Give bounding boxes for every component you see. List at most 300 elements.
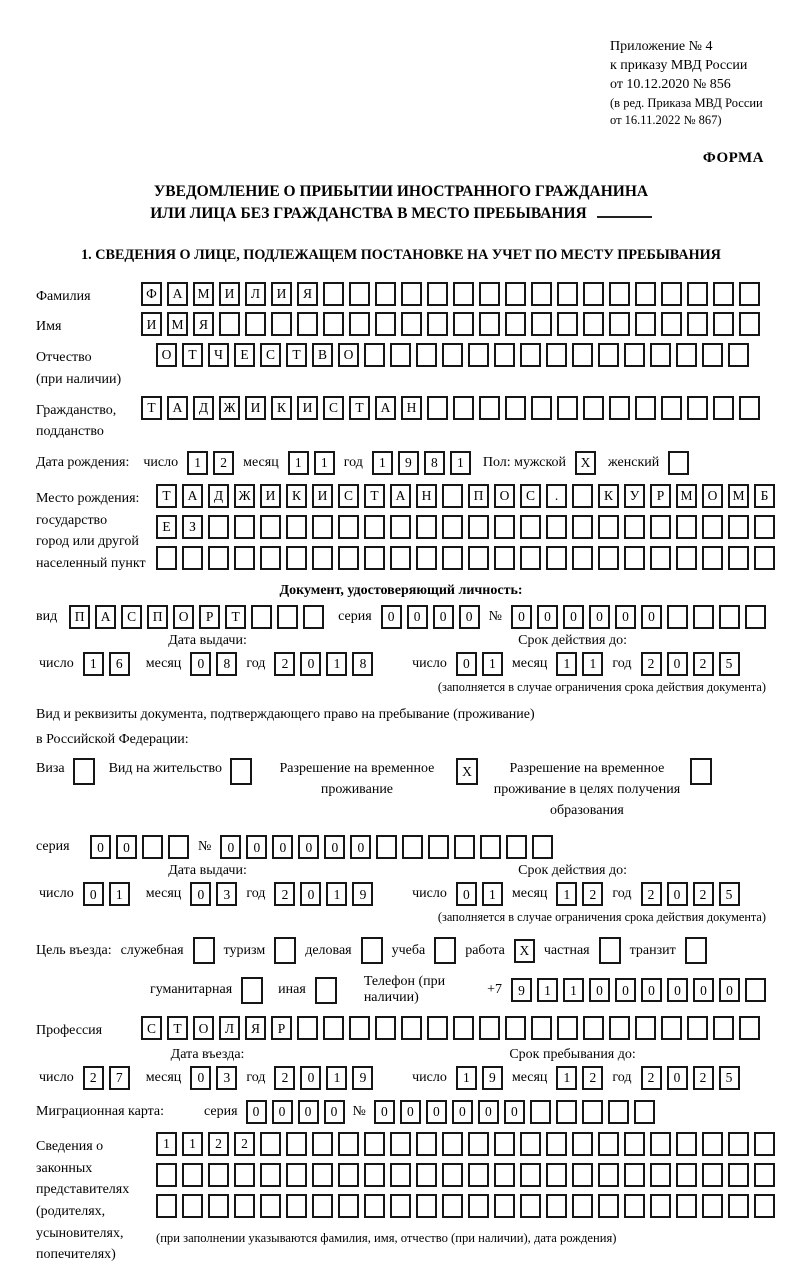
char-cell: 0 xyxy=(589,978,610,1002)
migration-card-label: Миграционная карта: xyxy=(36,1103,165,1119)
char-cell xyxy=(754,1163,775,1187)
option-temporary-residence-education: Разрешение на временное проживание в целях получения образования xyxy=(492,758,712,821)
char-cell xyxy=(219,312,240,336)
char-cell: З xyxy=(182,515,203,539)
char-cell xyxy=(442,484,463,508)
purpose-work-checkbox xyxy=(514,939,535,963)
char-cell xyxy=(390,1194,411,1218)
char-cell xyxy=(260,515,281,539)
migration-number-label: № xyxy=(352,1103,366,1119)
char-cell xyxy=(468,1132,489,1156)
char-cell: Ф xyxy=(141,282,162,306)
char-cell xyxy=(349,282,370,306)
char-cell: Я xyxy=(193,312,214,336)
birth-year-label: год xyxy=(343,454,363,470)
char-cell xyxy=(702,1132,723,1156)
char-cell: 0 xyxy=(324,1100,345,1124)
visit-purpose-label: Цель въезда: xyxy=(36,942,112,958)
char-cell xyxy=(156,1163,177,1187)
char-cell xyxy=(427,312,448,336)
char-cell xyxy=(454,835,475,859)
purpose-transit-checkbox xyxy=(685,937,707,964)
char-cell: А xyxy=(95,605,116,629)
char-cell xyxy=(271,312,292,336)
residence-doc-dates: Дата выдачи: число 0 1 месяц 0 3 год 2 0 1 9 Срок действия до: число 0 1 месяц 1 2 год 2 0 2 5 (заполняется в случае ограничения срока действия документа) xyxy=(36,863,766,925)
char-cell xyxy=(531,1016,552,1040)
char-cell: 0 xyxy=(693,978,714,1002)
birth-place-row xyxy=(36,484,769,575)
char-cell xyxy=(609,396,630,420)
char-cell xyxy=(713,312,734,336)
char-cell xyxy=(583,282,604,306)
char-cell xyxy=(676,343,697,367)
char-cell: 0 xyxy=(667,1066,688,1090)
char-cell: 8 xyxy=(216,652,237,676)
char-cell xyxy=(754,546,775,570)
char-cell: 0 xyxy=(511,605,532,629)
char-cell xyxy=(583,312,604,336)
char-cell xyxy=(557,282,578,306)
visit-purpose-row1: Цель въезда: служебная туризм деловая учеба работа X частная транзит xyxy=(36,937,766,964)
char-cell xyxy=(338,1194,359,1218)
char-cell: . xyxy=(546,484,567,508)
char-cell: А xyxy=(375,396,396,420)
char-cell: 0 xyxy=(90,835,111,859)
char-cell: 1 xyxy=(563,978,584,1002)
char-cell xyxy=(494,546,515,570)
char-cell xyxy=(479,312,500,336)
entry-date-heading: Дата въезда: xyxy=(170,1046,245,1062)
char-cell: 0 xyxy=(300,1066,321,1090)
identity-doc-series-label: серия xyxy=(338,608,372,624)
char-cell xyxy=(687,396,708,420)
char-cell xyxy=(572,1194,593,1218)
char-cell: П xyxy=(69,605,90,629)
char-cell: 1 xyxy=(456,1066,477,1090)
char-cell: Ж xyxy=(234,484,255,508)
char-cell xyxy=(531,396,552,420)
char-cell xyxy=(650,343,671,367)
char-cell xyxy=(599,937,621,964)
legal-reps-label: Сведения о законных представителях (родителях, усыновителях, попечителях) xyxy=(36,1138,130,1263)
entry-stay-dates: Дата въезда: число 2 7 месяц 0 3 год 2 0 1 9 Срок пребывания до: число 1 9 месяц 1 2 год 2 0 2 5 xyxy=(36,1047,766,1090)
form-title xyxy=(36,181,766,224)
char-cell: 0 xyxy=(220,835,241,859)
char-cell xyxy=(624,1163,645,1187)
char-cell: О xyxy=(338,343,359,367)
residence-doc-intro1: Вид и реквизиты документа, подтверждающего право на пребывание (проживание) xyxy=(36,706,535,722)
char-cell xyxy=(745,605,766,629)
identity-doc-heading: Документ, удостоверяющий личность: xyxy=(279,582,523,598)
char-cell: Т xyxy=(141,396,162,420)
char-cell xyxy=(303,605,324,629)
identity-valid-year-cells xyxy=(641,652,740,676)
temporary-residence-education-checkbox xyxy=(690,758,712,785)
char-cell: М xyxy=(193,282,214,306)
identity-doc-type-cells xyxy=(69,605,324,629)
identity-doc-number-cells xyxy=(511,605,766,629)
char-cell: И xyxy=(312,484,333,508)
char-cell: С xyxy=(141,1016,162,1040)
char-cell xyxy=(702,515,723,539)
char-cell xyxy=(583,1016,604,1040)
residence-valid-year-cells xyxy=(641,882,740,906)
char-cell xyxy=(453,396,474,420)
char-cell: 1 xyxy=(156,1132,177,1156)
identity-doc-number-label: № xyxy=(488,608,502,624)
char-cell: С xyxy=(260,343,281,367)
char-cell xyxy=(286,546,307,570)
char-cell xyxy=(361,937,383,964)
char-cell xyxy=(349,1016,370,1040)
char-cell xyxy=(728,343,749,367)
char-cell: 0 xyxy=(667,882,688,906)
name-cells xyxy=(141,312,760,336)
char-cell: Б xyxy=(754,484,775,508)
char-cell: Н xyxy=(416,484,437,508)
char-cell: М xyxy=(676,484,697,508)
legal-reps-cells-row2 xyxy=(156,1163,775,1187)
char-cell xyxy=(531,282,552,306)
profession-cells xyxy=(141,1016,760,1040)
char-cell: 0 xyxy=(324,835,345,859)
char-cell xyxy=(73,758,95,785)
char-cell xyxy=(442,1132,463,1156)
char-cell xyxy=(530,1100,551,1124)
char-cell xyxy=(142,835,163,859)
char-cell: Т xyxy=(349,396,370,420)
char-cell: Е xyxy=(156,515,177,539)
char-cell: 2 xyxy=(641,1066,662,1090)
char-cell xyxy=(401,282,422,306)
char-cell xyxy=(390,546,411,570)
char-cell xyxy=(468,515,489,539)
residence-permit-checkbox xyxy=(230,758,252,785)
stay-month-cells xyxy=(556,1066,603,1090)
char-cell: Р xyxy=(199,605,220,629)
surname-cells xyxy=(141,282,760,306)
visit-purpose-row2: гуманитарная иная Телефон (при наличии) +7 9 1 1 0 0 0 0 0 0 xyxy=(150,974,766,1006)
migration-series-label: серия xyxy=(204,1103,238,1119)
char-cell xyxy=(416,1132,437,1156)
char-cell xyxy=(693,605,714,629)
char-cell xyxy=(182,1194,203,1218)
citizenship-label: Гражданство, подданство xyxy=(36,402,117,440)
char-cell: Я xyxy=(297,282,318,306)
title-blank-underline xyxy=(597,216,652,218)
char-cell xyxy=(401,312,422,336)
char-cell: 1 xyxy=(372,451,393,475)
char-cell xyxy=(323,312,344,336)
char-cell xyxy=(338,546,359,570)
char-cell: 0 xyxy=(272,835,293,859)
purpose-private-checkbox xyxy=(599,937,621,964)
char-cell: О xyxy=(173,605,194,629)
phone-cells xyxy=(511,978,766,1002)
char-cell xyxy=(702,343,723,367)
char-cell: 1 xyxy=(182,1132,203,1156)
char-cell xyxy=(676,1194,697,1218)
char-cell xyxy=(402,835,423,859)
form-title-line1: УВЕДОМЛЕНИЕ О ПРИБЫТИИ ИНОСТРАННОГО ГРАЖДАНИНА xyxy=(153,183,649,201)
char-cell xyxy=(315,977,337,1004)
char-cell: Т xyxy=(225,605,246,629)
char-cell xyxy=(687,1016,708,1040)
char-cell xyxy=(676,515,697,539)
migration-series-cells xyxy=(246,1100,345,1124)
char-cell xyxy=(719,605,740,629)
char-cell: 1 xyxy=(288,451,309,475)
char-cell xyxy=(390,1132,411,1156)
char-cell: 3 xyxy=(216,1066,237,1090)
char-cell: 1 xyxy=(109,882,130,906)
char-cell: 0 xyxy=(300,652,321,676)
char-cell xyxy=(598,1194,619,1218)
char-cell xyxy=(468,1163,489,1187)
char-cell xyxy=(479,282,500,306)
residence-issue-month-cells xyxy=(190,882,237,906)
char-cell xyxy=(453,282,474,306)
char-cell xyxy=(572,515,593,539)
char-cell xyxy=(635,396,656,420)
char-cell: Д xyxy=(208,484,229,508)
sex-male-checkbox xyxy=(575,451,596,475)
header-edition-date-line: от 16.11.2022 № 867) xyxy=(610,112,722,127)
char-cell: 0 xyxy=(615,978,636,1002)
stay-day-cells xyxy=(456,1066,503,1090)
char-cell: И xyxy=(297,396,318,420)
char-cell: 9 xyxy=(511,978,532,1002)
char-cell: 1 xyxy=(326,652,347,676)
birth-month-cells xyxy=(288,451,335,475)
char-cell: 1 xyxy=(314,451,335,475)
birth-month-label: месяц xyxy=(243,454,279,470)
char-cell xyxy=(401,1016,422,1040)
char-cell xyxy=(193,937,215,964)
char-cell: Л xyxy=(245,282,266,306)
option-temporary-residence: Разрешение на временное проживание X xyxy=(266,758,478,800)
char-cell xyxy=(532,835,553,859)
char-cell: 0 xyxy=(456,652,477,676)
char-cell: 0 xyxy=(272,1100,293,1124)
char-cell xyxy=(520,1132,541,1156)
char-cell: С xyxy=(520,484,541,508)
char-cell: 0 xyxy=(300,882,321,906)
char-cell: 2 xyxy=(274,882,295,906)
entry-month-cells xyxy=(190,1066,237,1090)
char-cell: 1 xyxy=(556,652,577,676)
char-cell xyxy=(598,1163,619,1187)
char-cell: Т xyxy=(364,484,385,508)
legal-reps-row xyxy=(36,1132,766,1266)
char-cell xyxy=(208,546,229,570)
form-title-line2: ИЛИ ЛИЦА БЕЗ ГРАЖДАНСТВА В МЕСТО ПРЕБЫВАНИЯ xyxy=(150,205,587,223)
char-cell xyxy=(323,1016,344,1040)
purpose-study-checkbox xyxy=(434,937,456,964)
char-cell: Т xyxy=(182,343,203,367)
visa-checkbox xyxy=(73,758,95,785)
char-cell xyxy=(427,282,448,306)
char-cell xyxy=(312,1132,333,1156)
char-cell xyxy=(739,1016,760,1040)
char-cell: 5 xyxy=(719,882,740,906)
char-cell xyxy=(505,282,526,306)
char-cell: 2 xyxy=(693,1066,714,1090)
char-cell: А xyxy=(167,396,188,420)
char-cell xyxy=(427,396,448,420)
char-cell xyxy=(702,1163,723,1187)
char-cell: О xyxy=(702,484,723,508)
char-cell xyxy=(739,312,760,336)
char-cell: Д xyxy=(193,396,214,420)
patronymic-row xyxy=(36,343,766,390)
identity-issue-day-cells xyxy=(83,652,130,676)
char-cell xyxy=(635,1016,656,1040)
char-cell: 2 xyxy=(582,1066,603,1090)
char-cell xyxy=(728,1194,749,1218)
identity-valid-heading: Срок действия до: xyxy=(518,632,627,648)
char-cell: 0 xyxy=(459,605,480,629)
legal-reps-cells-row1 xyxy=(156,1132,775,1156)
char-cell: 2 xyxy=(693,652,714,676)
char-cell xyxy=(245,312,266,336)
char-cell xyxy=(572,546,593,570)
char-cell xyxy=(572,484,593,508)
char-cell xyxy=(312,1194,333,1218)
char-cell: И xyxy=(260,484,281,508)
char-cell xyxy=(624,515,645,539)
birth-place-cells-row1 xyxy=(156,484,775,508)
char-cell xyxy=(468,546,489,570)
char-cell xyxy=(687,282,708,306)
char-cell xyxy=(650,1194,671,1218)
char-cell: К xyxy=(598,484,619,508)
char-cell xyxy=(609,312,630,336)
char-cell xyxy=(297,312,318,336)
char-cell xyxy=(739,282,760,306)
char-cell xyxy=(598,1132,619,1156)
char-cell xyxy=(531,312,552,336)
char-cell: 1 xyxy=(556,1066,577,1090)
char-cell xyxy=(661,396,682,420)
char-cell: 0 xyxy=(400,1100,421,1124)
char-cell: К xyxy=(271,396,292,420)
char-cell xyxy=(505,396,526,420)
char-cell: 2 xyxy=(213,451,234,475)
char-cell xyxy=(453,312,474,336)
purpose-official-checkbox xyxy=(193,937,215,964)
char-cell: 0 xyxy=(190,652,211,676)
char-cell xyxy=(520,546,541,570)
char-cell: Т xyxy=(167,1016,188,1040)
char-cell xyxy=(416,546,437,570)
birth-date-label: Дата рождения: xyxy=(36,454,130,470)
char-cell: И xyxy=(245,396,266,420)
header-edition-line: (в ред. Приказа МВД России xyxy=(610,95,763,110)
identity-issue-month-cells xyxy=(190,652,237,676)
residence-series-label: серия xyxy=(36,839,70,855)
char-cell xyxy=(453,1016,474,1040)
char-cell xyxy=(546,1194,567,1218)
stay-until-heading: Срок пребывания до: xyxy=(509,1046,636,1062)
char-cell: 0 xyxy=(456,882,477,906)
char-cell xyxy=(286,515,307,539)
option-visa: Виза xyxy=(36,758,95,785)
identity-doc-row xyxy=(36,605,766,629)
char-cell: С xyxy=(121,605,142,629)
char-cell: 0 xyxy=(589,605,610,629)
char-cell: 0 xyxy=(563,605,584,629)
char-cell: 0 xyxy=(719,978,740,1002)
char-cell: 1 xyxy=(556,882,577,906)
char-cell xyxy=(286,1163,307,1187)
citizenship-row xyxy=(36,396,766,443)
char-cell: 0 xyxy=(298,835,319,859)
char-cell xyxy=(416,1194,437,1218)
char-cell: И xyxy=(141,312,162,336)
section1-title: 1. СВЕДЕНИЯ О ЛИЦЕ, ПОДЛЕЖАЩЕМ ПОСТАНОВКЕ НА УЧЕТ ПО МЕСТУ ПРЕБЫВАНИЯ xyxy=(81,246,721,263)
char-cell: 0 xyxy=(667,652,688,676)
char-cell xyxy=(685,937,707,964)
char-cell xyxy=(598,515,619,539)
char-cell xyxy=(520,343,541,367)
char-cell: 5 xyxy=(719,652,740,676)
purpose-tourism-checkbox xyxy=(274,937,296,964)
char-cell: 0 xyxy=(190,882,211,906)
char-cell xyxy=(635,282,656,306)
char-cell xyxy=(364,515,385,539)
char-cell: Н xyxy=(401,396,422,420)
char-cell xyxy=(650,515,671,539)
char-cell: 0 xyxy=(641,978,662,1002)
char-cell xyxy=(494,1132,515,1156)
char-cell xyxy=(572,343,593,367)
char-cell: 8 xyxy=(424,451,445,475)
char-cell: И xyxy=(219,282,240,306)
char-cell: 0 xyxy=(452,1100,473,1124)
char-cell xyxy=(375,1016,396,1040)
char-cell: 9 xyxy=(352,882,373,906)
char-cell xyxy=(312,546,333,570)
char-cell: О xyxy=(494,484,515,508)
char-cell xyxy=(609,1016,630,1040)
char-cell xyxy=(667,605,688,629)
char-cell: С xyxy=(338,484,359,508)
char-cell xyxy=(661,1016,682,1040)
char-cell: М xyxy=(728,484,749,508)
birth-place-cells-row2 xyxy=(156,515,775,539)
char-cell: А xyxy=(182,484,203,508)
char-cell xyxy=(416,343,437,367)
identity-valid-note: (заполняется в случае ограничения срока действия документа) xyxy=(437,679,766,694)
char-cell xyxy=(428,835,449,859)
birth-place-cells-row3 xyxy=(156,546,775,570)
char-cell xyxy=(520,1163,541,1187)
sex-female-label: женский xyxy=(608,454,660,470)
char-cell xyxy=(668,451,689,475)
forma-label: ФОРМА xyxy=(702,150,764,167)
char-cell: 5 xyxy=(719,1066,740,1090)
header-order-line: к приказу МВД России xyxy=(610,57,748,73)
char-cell xyxy=(624,1194,645,1218)
char-cell xyxy=(286,1194,307,1218)
char-cell xyxy=(583,396,604,420)
residence-issue-heading: Дата выдачи: xyxy=(168,863,247,879)
char-cell: X xyxy=(514,939,535,963)
citizenship-cells xyxy=(141,396,760,420)
char-cell xyxy=(505,1016,526,1040)
char-cell: 2 xyxy=(83,1066,104,1090)
